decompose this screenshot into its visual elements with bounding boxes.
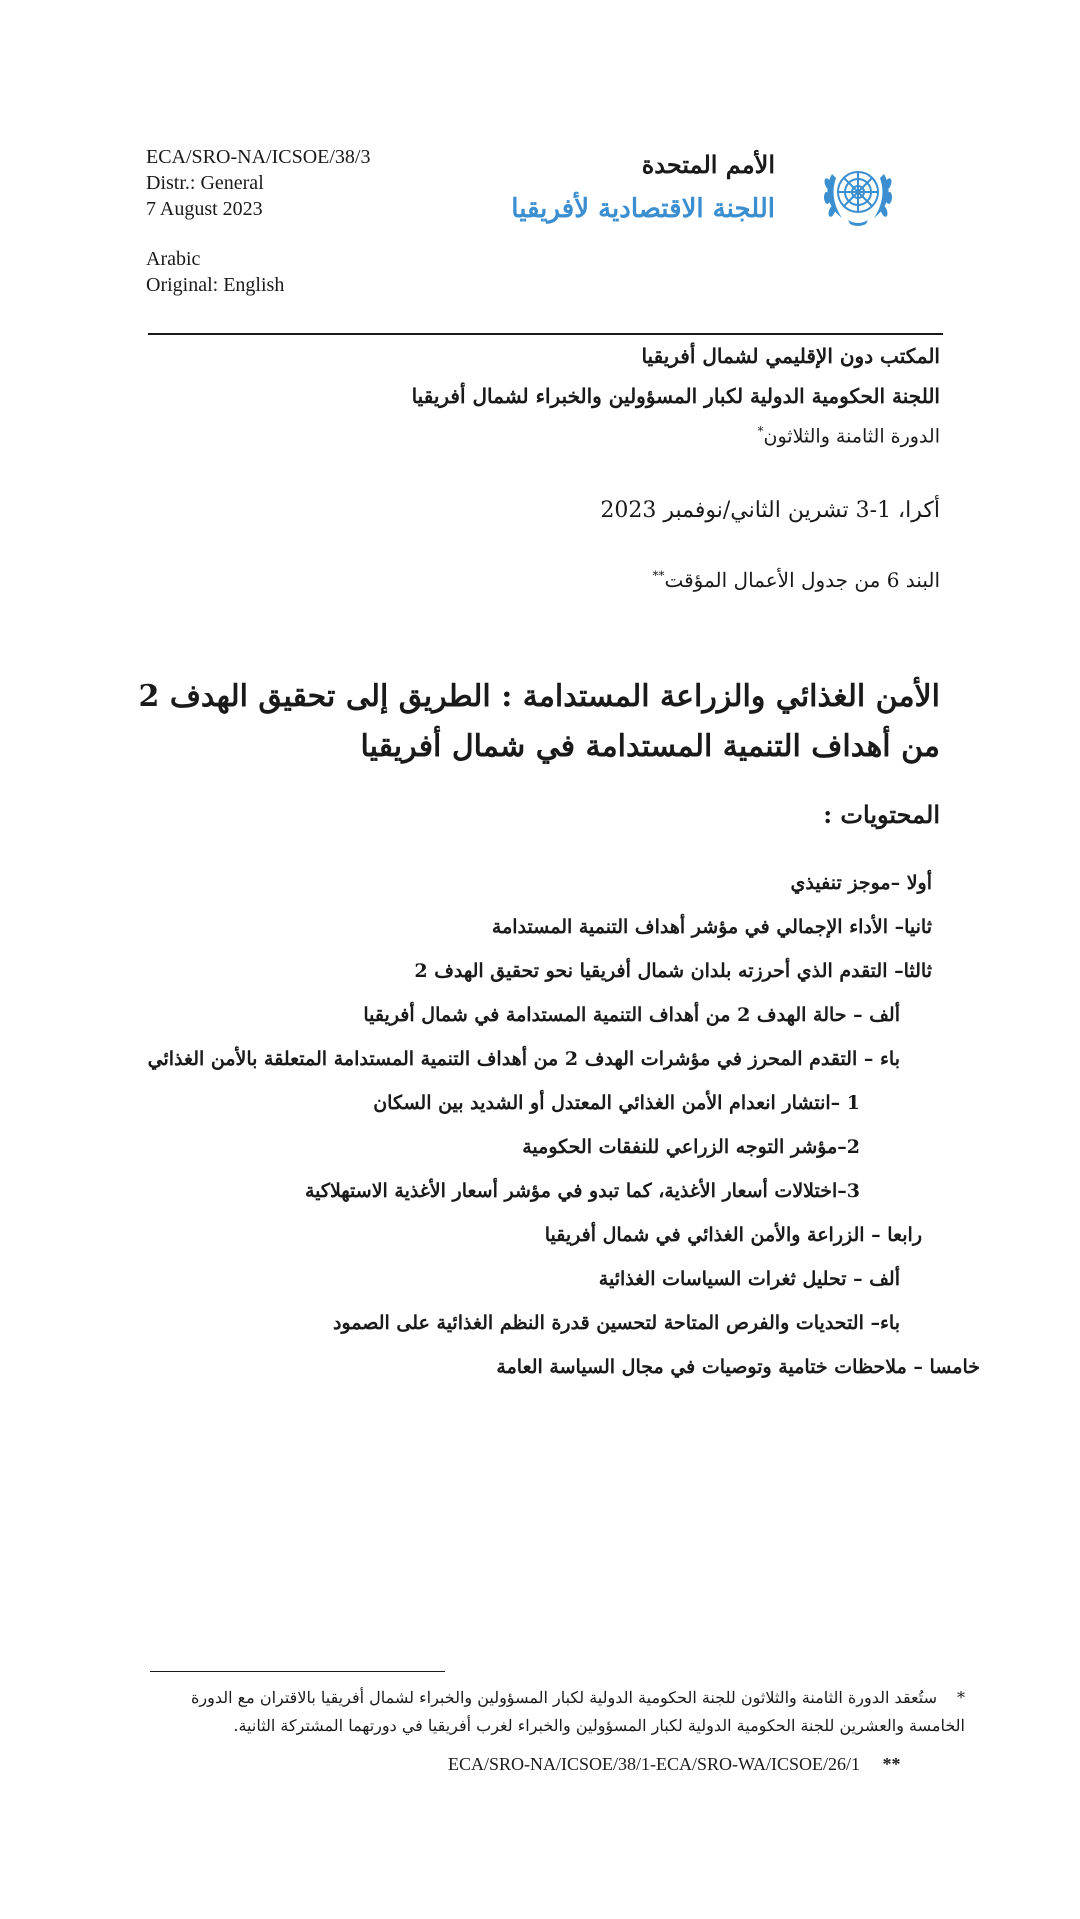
footnote-1 [145, 1684, 965, 1740]
session [758, 424, 940, 447]
toc-item: ثالثا– التقدم الذي أحرزته بلدان شمال أفريقيا نحو تحقيق الهدف 2 [414, 960, 932, 982]
un-emblem-icon [818, 154, 898, 234]
eca-name: اللجنة الاقتصادية لأفريقيا [511, 194, 775, 224]
session-text: الدورة الثامنة والثلاثون [763, 425, 940, 448]
document-symbol: ECA/SRO-NA/ICSOE/38/3 [146, 146, 371, 168]
un-name: الأمم المتحدة [641, 150, 775, 179]
footnote-2 [448, 1754, 901, 1775]
footnote-divider [150, 1671, 445, 1672]
committee-name: اللجنة الحكومية الدولية لكبار المسؤولين والخبراء لشمال أفريقيا [411, 384, 940, 408]
document-date: 7 August 2023 [146, 198, 263, 220]
session-footnote-mark: * [757, 424, 764, 438]
language: Arabic [146, 248, 201, 270]
agenda-text: البند 6 من جدول الأعمال المؤقت [664, 568, 940, 592]
toc-item: أولا –موجز تنفيذي [790, 872, 932, 894]
contents-heading: المحتويات : [823, 800, 940, 829]
toc-item: خامسا – ملاحظات ختامية وتوصيات في مجال السياسة العامة [496, 1356, 980, 1378]
toc-item: ألف – تحليل ثغرات السياسات الغذائية [598, 1268, 900, 1290]
subregional-office: المكتب دون الإقليمي لشمال أفريقيا [641, 344, 940, 368]
toc-item: رابعا – الزراعة والأمن الغذائي في شمال أفريقيا [544, 1224, 922, 1246]
toc-item: 2–مؤشر التوجه الزراعي للنفقات الحكومية [522, 1136, 860, 1158]
footnote-1-text: ستُعقد الدورة الثامنة والثلاثون للجنة الحكومية الدولية لكبار المسؤولين والخبراء لشمال أفريقيا بالاقتران مع الدورة الخامسة والعشرين للجنة الحكومية الدولية لكبار المسؤولين والخبراء لغرب أفريقيا في دورتهما المشتركة الثانية. [191, 1688, 965, 1735]
toc-item: باء – التقدم المحرز في مؤشرات الهدف 2 من أهداف التنمية المستدامة المتعلقة بالأمن الغذائي [147, 1048, 900, 1070]
document-title: الأمن الغذائي والزراعة المستدامة : الطريق إلى تحقيق الهدف 2 من أهداف التنمية المستدامة في شمال أفريقيا [138, 679, 940, 764]
toc-item: باء– التحديات والفرص المتاحة لتحسين قدرة النظم الغذائية على الصمود [333, 1312, 900, 1334]
original-language: Original: English [146, 274, 285, 296]
toc-item: ثانيا– الأداء الإجمالي في مؤشر أهداف التنمية المستدامة [491, 916, 932, 938]
toc-item: 3–اختلالات أسعار الأغذية، كما تبدو في مؤشر أسعار الأغذية الاستهلاكية [304, 1180, 860, 1202]
place-date: أكرا، 1-3 تشرين الثاني/نوفمبر 2023 [600, 498, 940, 523]
header-divider [148, 333, 943, 335]
document-symbol-block [146, 144, 370, 222]
language-block [146, 246, 284, 298]
footnote-2-mark: ** [882, 1754, 901, 1774]
toc-item: 1 –انتشار انعدام الأمن الغذائي المعتدل أو الشديد بين السكان [373, 1092, 860, 1114]
agenda-footnote-mark: ** [652, 568, 665, 583]
footnote-1-mark: * [957, 1688, 965, 1707]
distribution: Distr.: General [146, 172, 264, 194]
footnote-2-text: ECA/SRO-NA/ICSOE/38/1-ECA/SRO-WA/ICSOE/26/1 [448, 1754, 861, 1774]
toc-item: ألف – حالة الهدف 2 من أهداف التنمية المستدامة في شمال أفريقيا [363, 1004, 900, 1026]
agenda-item [652, 568, 940, 592]
